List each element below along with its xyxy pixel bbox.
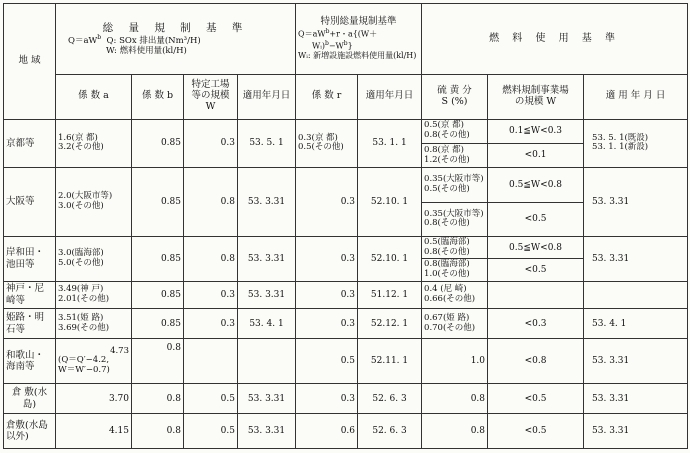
- sulfur-cell: 0.8: [422, 384, 488, 414]
- sulfur-line: 0.5(臨海部): [424, 236, 470, 247]
- coef-r-cell: 0.3: [296, 309, 358, 339]
- special-regulation-title: 特別総量規制基準: [320, 16, 397, 28]
- coef-a-cell: [56, 168, 132, 237]
- sulfur-line: 1.2(その他): [424, 154, 470, 165]
- col-header-date1: 適用年月日: [238, 74, 296, 119]
- table-row: [4, 414, 688, 449]
- fuel-scale-cell: 0.5≦W<0.8: [488, 237, 584, 259]
- sulfur-cell: [422, 259, 488, 281]
- date2-cell: 53. 1. 1: [358, 119, 422, 168]
- coef-r-cell: 0.6: [296, 414, 358, 449]
- sulfur-cell: [422, 168, 488, 202]
- date2-cell: 52.10. 1: [358, 237, 422, 282]
- sulfur-line: 0.5(その他): [424, 183, 470, 194]
- scale-w-cell: 0.3: [184, 309, 238, 339]
- fuel-standard-header: 燃 料 使 用 基 準: [422, 4, 688, 75]
- table-row: [4, 384, 688, 414]
- sulfur-line: 0.8(臨海部): [424, 259, 470, 270]
- date1-cell: 53. 5. 1: [238, 119, 296, 168]
- coef-r-line: 0.5(その他): [298, 142, 344, 153]
- coef-b-cell: 0.8: [132, 339, 184, 384]
- fuel-scale-cell: <0.1: [488, 143, 584, 167]
- coef-r-cell: 0.3: [296, 384, 358, 414]
- coef-a-cell: [56, 309, 132, 339]
- region-cell: 神戸・尼崎等: [4, 281, 56, 308]
- total-regulation-formula: [58, 34, 293, 56]
- total-regulation-title: 総 量 規 制 基 準: [102, 21, 249, 34]
- date2-cell: 52. 6. 3: [358, 384, 422, 414]
- date1-cell: 53. 3.31: [238, 414, 296, 449]
- fuel-scale-cell: [488, 281, 584, 308]
- region-cell: 姫路・明石等: [4, 309, 56, 339]
- coef-a-line: 3.51(姫 路): [58, 312, 104, 323]
- table-row: [4, 339, 688, 384]
- fuel-scale-cell: 0.1≦W<0.3: [488, 119, 584, 143]
- date1-cell: 53. 3.31: [238, 281, 296, 308]
- col-header-sulfur-line1: 硫 黄 分: [437, 84, 472, 96]
- date2-cell: 52.10. 1: [358, 168, 422, 237]
- table-row: [4, 119, 688, 143]
- date3-cell: 53. 3.31: [584, 384, 688, 414]
- sulfur-cell: [422, 143, 488, 167]
- total-regulation-header: [56, 4, 296, 75]
- coef-r-cell: 0.5: [296, 339, 358, 384]
- coef-a-cell: [56, 119, 132, 168]
- coef-r-cell: 0.3: [296, 237, 358, 282]
- header-row-columns: [4, 74, 688, 119]
- date3-cell: 53. 4. 1: [584, 309, 688, 339]
- col-header-fuel-scale-line1: 燃料規制事業場: [502, 84, 569, 96]
- date3-cell: 53. 3.31: [584, 339, 688, 384]
- special-formula-part4: −W: [328, 41, 344, 51]
- col-header-scale-line2: 等の規模: [191, 90, 230, 102]
- region-cell: 京都等: [4, 119, 56, 168]
- coef-a-line: W＝W′−0.7): [58, 365, 110, 376]
- sulfur-cell: [422, 281, 488, 308]
- special-formula-part2: +r・a{(W＋: [329, 30, 378, 40]
- table-row: [4, 281, 688, 308]
- region-cell: 岸和田・池田等: [4, 237, 56, 282]
- region-cell: 和歌山・海南等: [4, 339, 56, 384]
- table-row: [4, 309, 688, 339]
- sulfur-cell: 1.0: [422, 339, 488, 384]
- fuel-scale-cell: <0.5: [488, 384, 584, 414]
- scale-w-cell: 0.5: [184, 414, 238, 449]
- coef-b-cell: 0.85: [132, 309, 184, 339]
- date3-line: 53. 1. 1(新設): [592, 142, 649, 153]
- col-header-fuel-scale-line2: の規模 W: [514, 95, 557, 107]
- sulfur-cell: 0.8: [422, 414, 488, 449]
- date1-cell: [238, 339, 296, 384]
- sulfur-cell: [422, 119, 488, 143]
- coef-a-cell: 3.70: [56, 384, 132, 414]
- sulfur-line: 0.5(京 都): [424, 120, 464, 131]
- scale-w-cell: 0.8: [184, 168, 238, 237]
- sulfur-line: 1.0(その他): [424, 269, 470, 280]
- region-cell: 大阪等: [4, 168, 56, 237]
- regulation-table: [3, 3, 688, 449]
- sulfur-cell: [422, 237, 488, 259]
- scale-w-cell: 0.3: [184, 119, 238, 168]
- coef-a-cell: [56, 339, 132, 384]
- table-row: [4, 168, 688, 202]
- col-header-scale-line1: 特定工場: [191, 79, 230, 91]
- sulfur-line: 0.8(その他): [424, 218, 470, 229]
- coef-b-cell: 0.85: [132, 281, 184, 308]
- date3-cell: [584, 281, 688, 308]
- coef-a-cell: 4.15: [56, 414, 132, 449]
- sulfur-line: 0.35(大阪市等): [424, 174, 484, 185]
- sulfur-line: 0.8(その他): [424, 130, 470, 141]
- col-header-r: 係 数 r: [296, 74, 358, 119]
- date1-cell: 53. 3.31: [238, 384, 296, 414]
- coef-a-line: 3.49(神 戸): [58, 284, 104, 295]
- region-header: 地 域: [4, 4, 56, 120]
- sulfur-line: 0.66(その他): [424, 293, 476, 304]
- special-formula-part3: Wᵢ): [312, 41, 325, 51]
- date3-line: 53. 5. 1(既設): [592, 132, 649, 143]
- header-row-titles: [4, 4, 688, 75]
- date2-cell: 51.12. 1: [358, 281, 422, 308]
- formula-sup: b: [97, 33, 102, 41]
- sulfur-line: 0.35(大阪市等): [424, 208, 484, 219]
- fuel-scale-cell: <0.3: [488, 309, 584, 339]
- formula-q-def: Q: SOx 排出量(Nm³/H): [106, 35, 201, 46]
- coef-r-cell: [296, 119, 358, 168]
- coef-a-line: (Q＝Q′−4.2,: [58, 355, 110, 366]
- sulfur-line: 0.8(その他): [424, 246, 470, 257]
- date2-cell: 52.11. 1: [358, 339, 422, 384]
- coef-a-line: 2.01(その他): [58, 293, 110, 304]
- sulfur-line: 0.4 (尼 崎): [424, 284, 467, 295]
- scale-w-cell: [184, 339, 238, 384]
- scale-w-cell: 0.3: [184, 281, 238, 308]
- coef-a-line: 4.73: [110, 345, 129, 356]
- col-header-a: 係 数 a: [56, 74, 132, 119]
- date2-cell: 52. 6. 3: [358, 414, 422, 449]
- col-header-scale: [184, 74, 238, 119]
- coef-r-cell: 0.3: [296, 281, 358, 308]
- region-cell: 倉 敷(水島): [4, 384, 56, 414]
- coef-b-cell: 0.85: [132, 237, 184, 282]
- coef-a-line: 3.0(臨海部): [58, 248, 104, 259]
- col-header-sulfur: [422, 74, 488, 119]
- coef-a-line: 3.0(その他): [58, 201, 104, 212]
- coef-a-line: 3.69(その他): [58, 322, 110, 333]
- coef-b-cell: 0.85: [132, 119, 184, 168]
- sulfur-cell: [422, 309, 488, 339]
- special-formula-part1: Q＝aW: [298, 30, 326, 40]
- col-header-sulfur-line2: S (%): [441, 95, 468, 107]
- col-header-date3: 適 用 年 月 日: [584, 74, 688, 119]
- date3-cell: 53. 3.31: [584, 414, 688, 449]
- scale-w-cell: 0.8: [184, 237, 238, 282]
- region-cell: 倉敷(水島以外): [4, 414, 56, 449]
- coef-a-line: 1.6(京 都): [58, 132, 98, 143]
- fuel-scale-cell: <0.5: [488, 202, 584, 236]
- coef-a-cell: [56, 281, 132, 308]
- fuel-scale-cell: <0.5: [488, 414, 584, 449]
- special-regulation-formula: $Q=aW^b+r$・a{(W＋ $Wᵢ)^b-W^b$} Wᵢ: 新増設施設燃料使用量(kl/H): [298, 28, 419, 60]
- date3-cell: 53. 3.31: [584, 237, 688, 282]
- fuel-scale-cell: <0.8: [488, 339, 584, 384]
- date3-cell: 53. 3.31: [584, 168, 688, 237]
- date3-cell: [584, 119, 688, 168]
- col-header-date2: 適用年月日: [358, 74, 422, 119]
- coef-a-line: 5.0(その他): [58, 257, 104, 268]
- date1-cell: 53. 4. 1: [238, 309, 296, 339]
- special-regulation-header: [296, 4, 422, 75]
- coef-a-line: 2.0(大阪市等): [58, 191, 113, 202]
- special-formula-wi-def: Wᵢ: 新増設施設燃料使用量(kl/H): [298, 50, 417, 60]
- table-row: [4, 237, 688, 259]
- sulfur-line: 0.70(その他): [424, 322, 476, 333]
- scale-w-cell: 0.5: [184, 384, 238, 414]
- sulfur-line: 0.67(姫 路): [424, 312, 470, 323]
- fuel-scale-cell: <0.5: [488, 259, 584, 281]
- formula-q: Q＝aW: [68, 35, 98, 46]
- col-header-fuel-scale: [488, 74, 584, 119]
- formula-w-def: W: 燃料使用量(kl/H): [106, 45, 187, 56]
- coef-b-cell: 0.8: [132, 384, 184, 414]
- date2-cell: 52.12. 1: [358, 309, 422, 339]
- coef-r-cell: 0.3: [296, 168, 358, 237]
- coef-r-line: 0.3(京 都): [298, 132, 338, 143]
- coef-b-cell: 0.8: [132, 414, 184, 449]
- coef-a-line: 3.2(その他): [58, 142, 104, 153]
- sulfur-cell: [422, 202, 488, 236]
- col-header-scale-line3: W: [205, 101, 216, 113]
- special-formula-part5: }: [347, 41, 353, 51]
- fuel-scale-cell: 0.5≦W<0.8: [488, 168, 584, 202]
- col-header-b: 係 数 b: [132, 74, 184, 119]
- date1-cell: 53. 3.31: [238, 237, 296, 282]
- sulfur-line: 0.8(京 都): [424, 144, 464, 155]
- coef-b-cell: 0.85: [132, 168, 184, 237]
- coef-a-cell: [56, 237, 132, 282]
- date1-cell: 53. 3.31: [238, 168, 296, 237]
